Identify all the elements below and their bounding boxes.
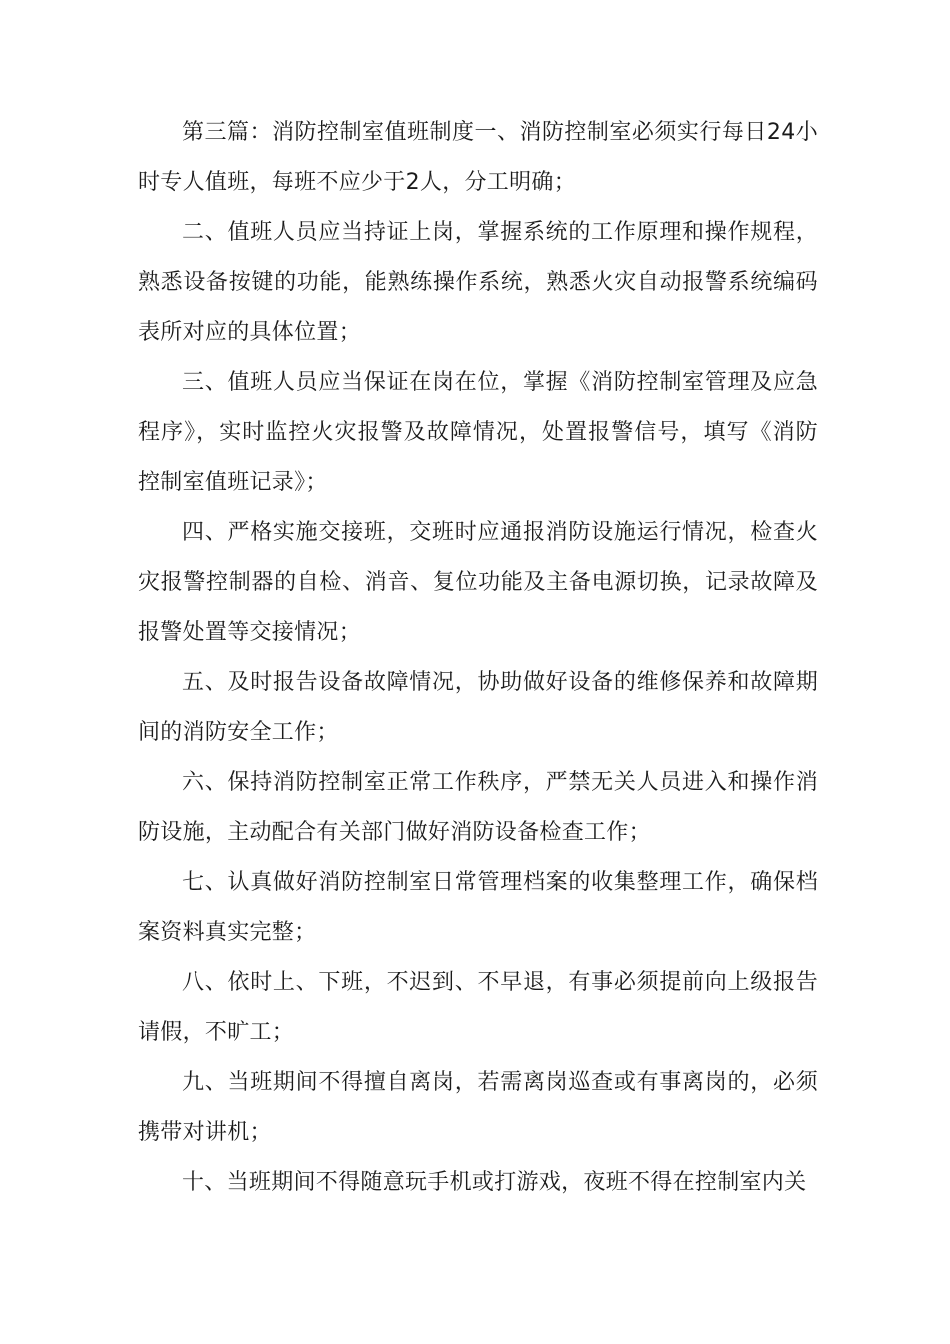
paragraph-1: 第三篇：消防控制室值班制度一、消防控制室必须实行每日24小时专人值班，每班不应少于2人，分工明确；	[138, 120, 818, 195]
document-body	[138, 108, 818, 1208]
paragraph-4: 四、严格实施交接班，交班时应通报消防设施运行情况，检查火灾报警控制器的自检、消音、复位功能及主备电源切换，记录故障及报警处置等交接情况；	[138, 520, 818, 645]
paragraph-9: 九、当班期间不得擅自离岗，若需离岗巡查或有事离岗的，必须携带对讲机；	[138, 1070, 818, 1145]
paragraph-5: 五、及时报告设备故障情况，协助做好设备的维修保养和故障期间的消防安全工作；	[138, 670, 818, 745]
paragraph-6: 六、保持消防控制室正常工作秩序，严禁无关人员进入和操作消防设施，主动配合有关部门做好消防设备检查工作；	[138, 770, 818, 845]
paragraph-10: 十、当班期间不得随意玩手机或打游戏，夜班不得在控制室内关	[182, 1170, 807, 1195]
paragraph-2: 二、值班人员应当持证上岗，掌握系统的工作原理和操作规程，熟悉设备按键的功能，能熟练操作系统，熟悉火灾自动报警系统编码表所对应的具体位置；	[138, 220, 818, 345]
paragraph-7: 七、认真做好消防控制室日常管理档案的收集整理工作，确保档案资料真实完整；	[138, 870, 818, 945]
paragraph-3: 三、值班人员应当保证在岗在位，掌握《消防控制室管理及应急程序》，实时监控火灾报警及故障情况，处置报警信号，填写《消防控制室值班记录》；	[138, 370, 818, 495]
paragraph-8: 八、依时上、下班，不迟到、不早退，有事必须提前向上级报告请假，不旷工；	[138, 970, 818, 1045]
